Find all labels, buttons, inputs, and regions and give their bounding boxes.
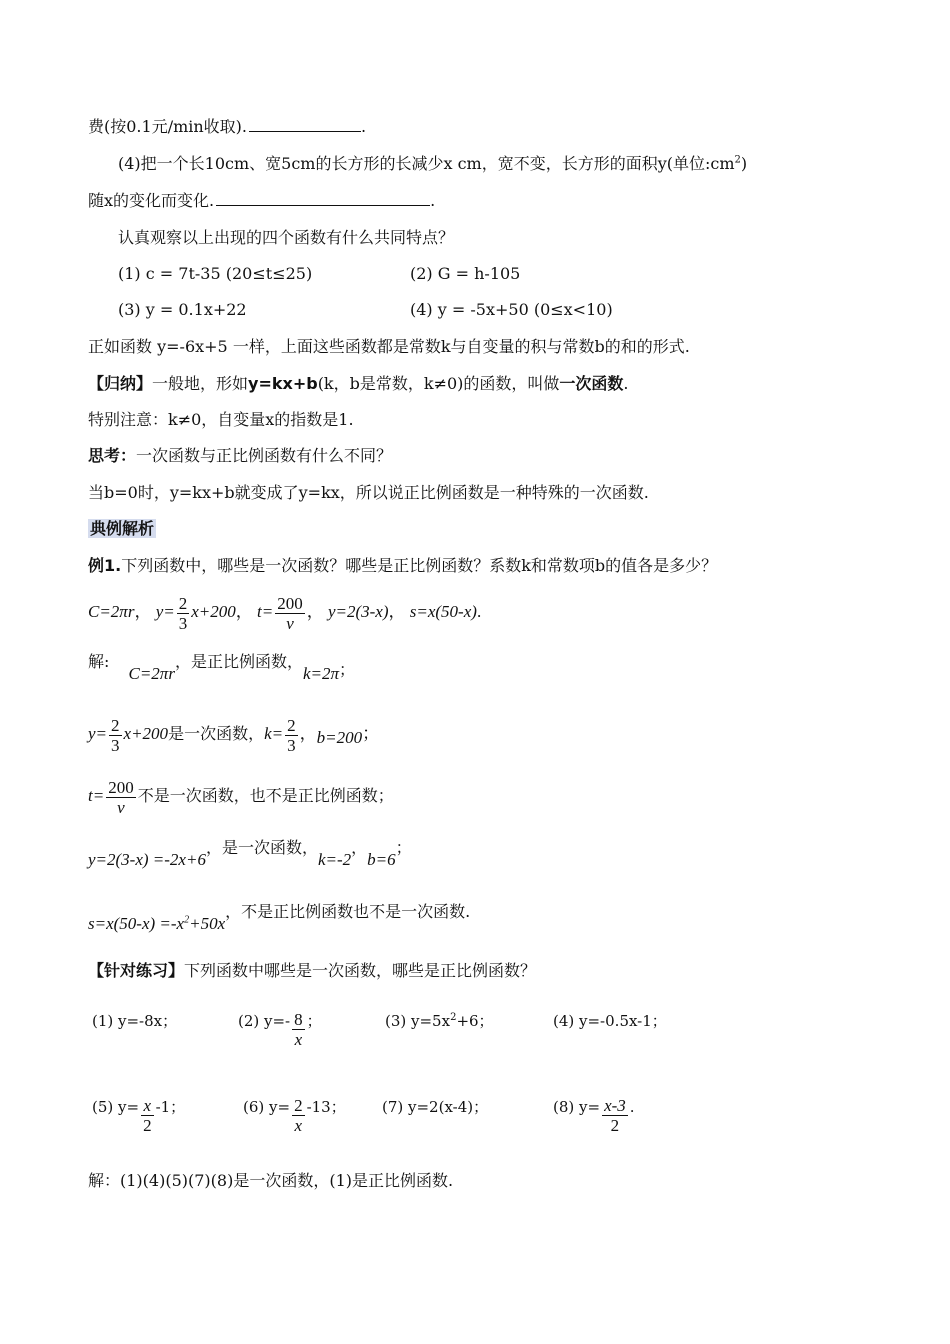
think-label: 思考：	[88, 446, 137, 465]
sol4-k: k=-2	[317, 850, 352, 869]
practice-question	[88, 960, 536, 982]
practice-5: (5) y= $\frac{x}{2}$ -1；	[92, 1096, 186, 1135]
item4-text: (4)把一个长10cm、宽5cm的长方形的长减少x cm，宽不变，长方形的面积y(单位:cm	[118, 154, 735, 173]
func-y-post: x+200	[191, 602, 236, 621]
p2-frac: $\frac{8}{x}$	[294, 1010, 303, 1049]
p6-frac: $\frac{2}{x}$	[294, 1096, 303, 1135]
fee-text: 费(按0.1元/min收取).	[88, 117, 248, 136]
section-title	[88, 518, 156, 540]
function-2: (2) G = h-105	[410, 264, 521, 283]
function-4: (4) y = -5x+50 (0≤x<10)	[410, 300, 613, 319]
function-1: (1) c = 7t-35 (20≤t≤25)	[118, 264, 313, 283]
fee-line: 费(按0.1元/min收取). .	[88, 117, 367, 136]
practice-8: (8) y= $\frac{x-3}{2}$ .	[553, 1096, 635, 1135]
answer-blank-2	[216, 190, 430, 206]
sol3-frac: $\frac{200}{v}$	[108, 777, 134, 817]
think-text: 一次函数与正比例函数有什么不同？	[136, 446, 393, 465]
example1-text: 下列函数中，哪些是一次函数？哪些是正比例函数？系数k和常数项b的值各是多少？	[121, 556, 718, 575]
common-feature: 正如函数 y=-6x+5 一样，上面这些函数都是常数k与自变量的积与常数b的和的形式.	[88, 337, 690, 356]
func-t-pre: t=	[257, 602, 274, 621]
summary-line	[88, 373, 629, 395]
summary-end: .	[623, 374, 629, 393]
solution-line1: 解: C=2πr，是正比例函数，k=2π；	[88, 652, 356, 683]
practice-1: (1) y=-8x；	[92, 1012, 178, 1030]
item4-sup: 2	[734, 154, 741, 166]
summary-label: 【归纳】	[88, 374, 153, 393]
practice-7: (7) y=2(x-4)；	[382, 1098, 489, 1116]
summary-text1: 一般地，形如	[152, 374, 249, 393]
solution-line2: y= $\frac{2}{3}$ x+200是一次函数，k= $\frac{2}{3}$ ，b=200；	[88, 715, 380, 755]
sol5-text: ，不是正比例函数也不是一次函数.	[225, 902, 471, 921]
func-t-frac: $\frac{200}{v}$	[277, 593, 303, 633]
p5-frac: $\frac{x}{2}$	[143, 1096, 152, 1135]
sol4-formula: y=2(3-x) =-2x+6	[88, 850, 206, 869]
item4-line	[118, 153, 747, 175]
think-line	[88, 445, 392, 467]
example1-label: 例1.	[88, 556, 122, 575]
sol2-b: b=200	[316, 728, 363, 747]
example1-question	[88, 555, 717, 577]
sol2-k-frac: $\frac{2}{3}$	[287, 715, 296, 755]
observe-question: 认真观察以上出现的四个函数有什么共同特点？	[118, 228, 455, 247]
sol5-formula: $s=x(50-x) =-x^2+50x$	[88, 914, 226, 933]
practice-label: 【针对练习】	[88, 961, 185, 980]
solution-line5	[88, 901, 471, 933]
example1-functions: C=2πr， y= $\frac{2}{3}$ x+200， t= $\frac{200}{v}$ ， y=2(3-x)， s=x(50-x).	[88, 593, 482, 633]
practice-3: (3) $y=5x^2+6$；	[385, 1012, 494, 1030]
function-3: (3) y = 0.1x+22	[118, 300, 247, 319]
sol1-k: k=2π	[302, 664, 340, 683]
practice-4: (4) y=-0.5x-1；	[553, 1012, 667, 1030]
func-y-frac: $\frac{2}{3}$	[178, 593, 188, 633]
sol4-text: ，是一次函数，	[205, 838, 318, 857]
item4-line2: 随x的变化而变化. .	[88, 191, 436, 210]
sol3-text: 不是一次函数，也不是正比例函数；	[137, 786, 394, 805]
solution-line3: t= $\frac{200}{v}$ 不是一次函数，也不是正比例函数；	[88, 777, 394, 817]
func-s: s=x(50-x)	[409, 602, 477, 621]
func-y-pre: y=	[155, 602, 175, 621]
sol1-text: ，是正比例函数，	[174, 652, 303, 671]
special-note: 特别注意：k≠0，自变量x的指数是1.	[88, 410, 354, 429]
practice-text: 下列函数中哪些是一次函数，哪些是正比例函数？	[184, 961, 537, 980]
answer-blank	[249, 116, 361, 132]
func-y2: y=2(3-x)	[327, 602, 389, 621]
practice-answer: 解：(1)(4)(5)(7)(8)是一次函数，(1)是正比例函数.	[88, 1171, 454, 1190]
practice-2: (2) y=- $\frac{8}{x}$ ；	[238, 1010, 322, 1049]
practice-6: (6) y= $\frac{2}{x}$ -13；	[243, 1096, 346, 1135]
summary-text2: (k，b是常数，k≠0)的函数，叫做	[317, 374, 560, 393]
summary-term: 一次函数	[559, 374, 624, 393]
sol2-frac: $\frac{2}{3}$	[111, 715, 120, 755]
item4-line2-text: 随x的变化而变化.	[88, 191, 215, 210]
section-title-text: 典例解析	[90, 519, 155, 538]
sol1-formula: C=2πr	[128, 664, 175, 683]
p8-frac: $\frac{x-3}{2}$	[604, 1096, 626, 1135]
sol2-text: 是一次函数，	[168, 724, 265, 743]
func-c: C=2πr	[88, 602, 135, 621]
summary-formula: y=kx+b	[248, 374, 318, 393]
sol4-b: b=6	[367, 850, 396, 869]
item4-end: )	[740, 154, 748, 173]
b0-explanation: 当b=0时，y=kx+b就变成了y=kx，所以说正比例函数是一种特殊的一次函数.	[88, 483, 649, 502]
solution-line4: y=2(3-x) =-2x+6，是一次函数，k=-2，b=6；	[88, 838, 412, 869]
solution-label: 解:	[88, 652, 110, 671]
